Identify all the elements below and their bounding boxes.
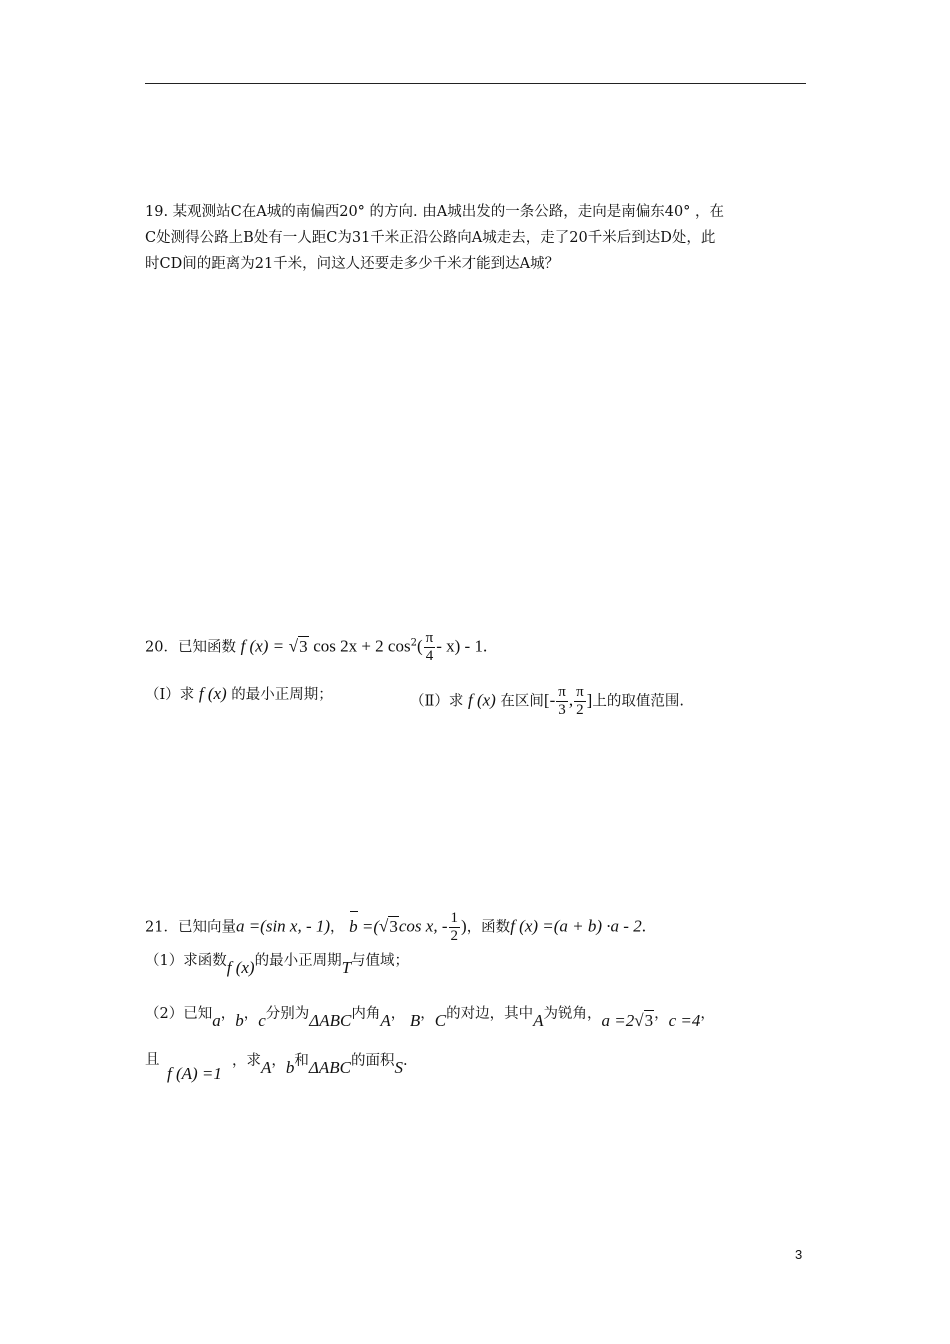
q21-func-def: f (x) =(a + b) ·a - 2 — [510, 916, 642, 936]
q20-sup: 2 — [410, 637, 417, 649]
q21-sep-B: ， — [420, 1006, 435, 1022]
q21-angle-A-2: A — [533, 1011, 544, 1030]
q21-qiu: ，求 — [232, 1053, 261, 1069]
q21-one-half: $\frac{1}{2}$ — [450, 910, 459, 944]
q20-term: cos 2x + 2 cos — [313, 636, 411, 656]
q21-part1-label: （1）求函数 — [145, 953, 227, 969]
q21-part1-fx: f (x) — [226, 958, 255, 977]
q21-part2-line1 — [145, 1003, 715, 1030]
q20-fx: f (x) = — [240, 636, 285, 656]
q20-part1 — [145, 684, 333, 705]
q19-line-2: C处测得公路上B处有一人距C为31千米正沿公路向A城走去，走了20千米后到达D处，此 — [145, 230, 716, 246]
q21-part2-text3: 的对边，其中 — [446, 1006, 534, 1022]
q21-triangle: ΔABC — [309, 1011, 352, 1030]
q21-sep-val: ， — [654, 1006, 669, 1022]
q21-ask-A: A — [261, 1058, 272, 1077]
q21-a-value: a =2 — [601, 1011, 635, 1030]
q21-fA: f (A) =1 — [167, 1064, 222, 1083]
q21-part1-text: 的最小正周期 — [254, 953, 342, 969]
q21-part1-text2: 与值域； — [351, 953, 410, 969]
q20-part1-fx: f (x) — [198, 684, 227, 703]
q21-ask-triangle: ΔABC — [308, 1058, 351, 1077]
q21-ask-b: b — [285, 1058, 295, 1077]
q21-area-S: S — [394, 1058, 403, 1077]
q21-sep-b: ， — [243, 1006, 259, 1022]
q21-part1-T: T — [341, 958, 352, 977]
q21-vector-b: b =( — [349, 916, 380, 936]
q21-part2-text1: 分别为 — [265, 1006, 310, 1022]
q21-b-cos: cos x, - — [398, 916, 448, 936]
q21-b-close: ) — [461, 916, 467, 936]
q21-part2-line2b — [232, 1050, 408, 1077]
q21-dot: . — [402, 1053, 408, 1069]
q19-line-1: 19. 某观测站C在A城的南偏西20° 的方向. 由A城出发的一条公路，走向是南偏东40° ，在 — [145, 204, 725, 220]
q20-interval-comma: , — [568, 690, 574, 710]
q21-sep: ， — [330, 919, 345, 936]
q21-qie: 且 — [145, 1052, 160, 1068]
q20-pi-over-2: $\frac{\pi}{2}$ — [576, 684, 584, 718]
q20-part2-text2: 上的取值范围. — [592, 693, 684, 710]
q20-part2-label: （Ⅱ）求 — [410, 693, 464, 710]
q21-part2-label: （2）已知 — [145, 1006, 213, 1022]
q21-side-c: c — [258, 1011, 266, 1030]
q21-sep-ask: ， — [271, 1053, 286, 1069]
q21-angle-C: C — [434, 1011, 447, 1030]
q20-lead: 20．已知函数 — [145, 639, 236, 656]
q20-part1-label: （Ⅰ）求 — [145, 687, 195, 703]
q20-part1-text: 的最小正周期； — [231, 687, 333, 703]
q21-part2-text2: 内角 — [351, 1006, 381, 1022]
q21-he: 和 — [294, 1053, 309, 1069]
q20-interval-close: ] — [586, 690, 593, 710]
q21-side-b: b — [235, 1011, 244, 1030]
q21-part2-text4: 为锐角， — [543, 1006, 602, 1022]
q21-statement — [145, 910, 646, 945]
q20-interval-open: [- — [543, 690, 556, 710]
q21-part2-line2 — [145, 1050, 222, 1091]
q21-part1 — [145, 950, 410, 977]
q21-angle-B: B — [409, 1011, 421, 1030]
q20-sqrt: √3 — [288, 636, 308, 656]
q21-sep-end: ， — [700, 1006, 715, 1022]
q21-c-value: c =4 — [668, 1011, 701, 1030]
q19-line-3: 时CD间的距离为21千米，问这人还要走多少千米才能到达A城？ — [145, 256, 560, 272]
q21-vector-a: a =(sin x, - 1) — [235, 916, 331, 936]
q20-pi-over-3: $\frac{\pi}{3}$ — [558, 684, 566, 718]
q20-pi-over-4: $\frac{\pi}{4}$ — [425, 630, 434, 664]
q21-a-sqrt: √3 — [634, 1011, 654, 1030]
q21-sep-A: ， — [390, 1006, 406, 1022]
q20-open: ( — [416, 636, 423, 656]
q21-func-label: ，函数 — [466, 919, 511, 936]
q21-angle-A: A — [380, 1011, 391, 1030]
q20-part2-text1: 在区间 — [500, 693, 544, 710]
q21-sep-a: ， — [220, 1006, 236, 1022]
header-rule — [145, 83, 806, 84]
q21-lead: 21．已知向量 — [145, 919, 236, 936]
q21-side-a: a — [212, 1011, 221, 1030]
q21-end: . — [641, 916, 646, 936]
q20-statement — [145, 630, 487, 665]
q20-tail: - x) - 1. — [436, 636, 488, 656]
q21-part2-text5: 的面积 — [350, 1053, 395, 1069]
page-number: 3 — [795, 1247, 803, 1262]
q20-part2-fx: f (x) — [467, 690, 496, 710]
q20-part2 — [410, 684, 684, 719]
q21-sqrt: √3 — [379, 916, 398, 936]
